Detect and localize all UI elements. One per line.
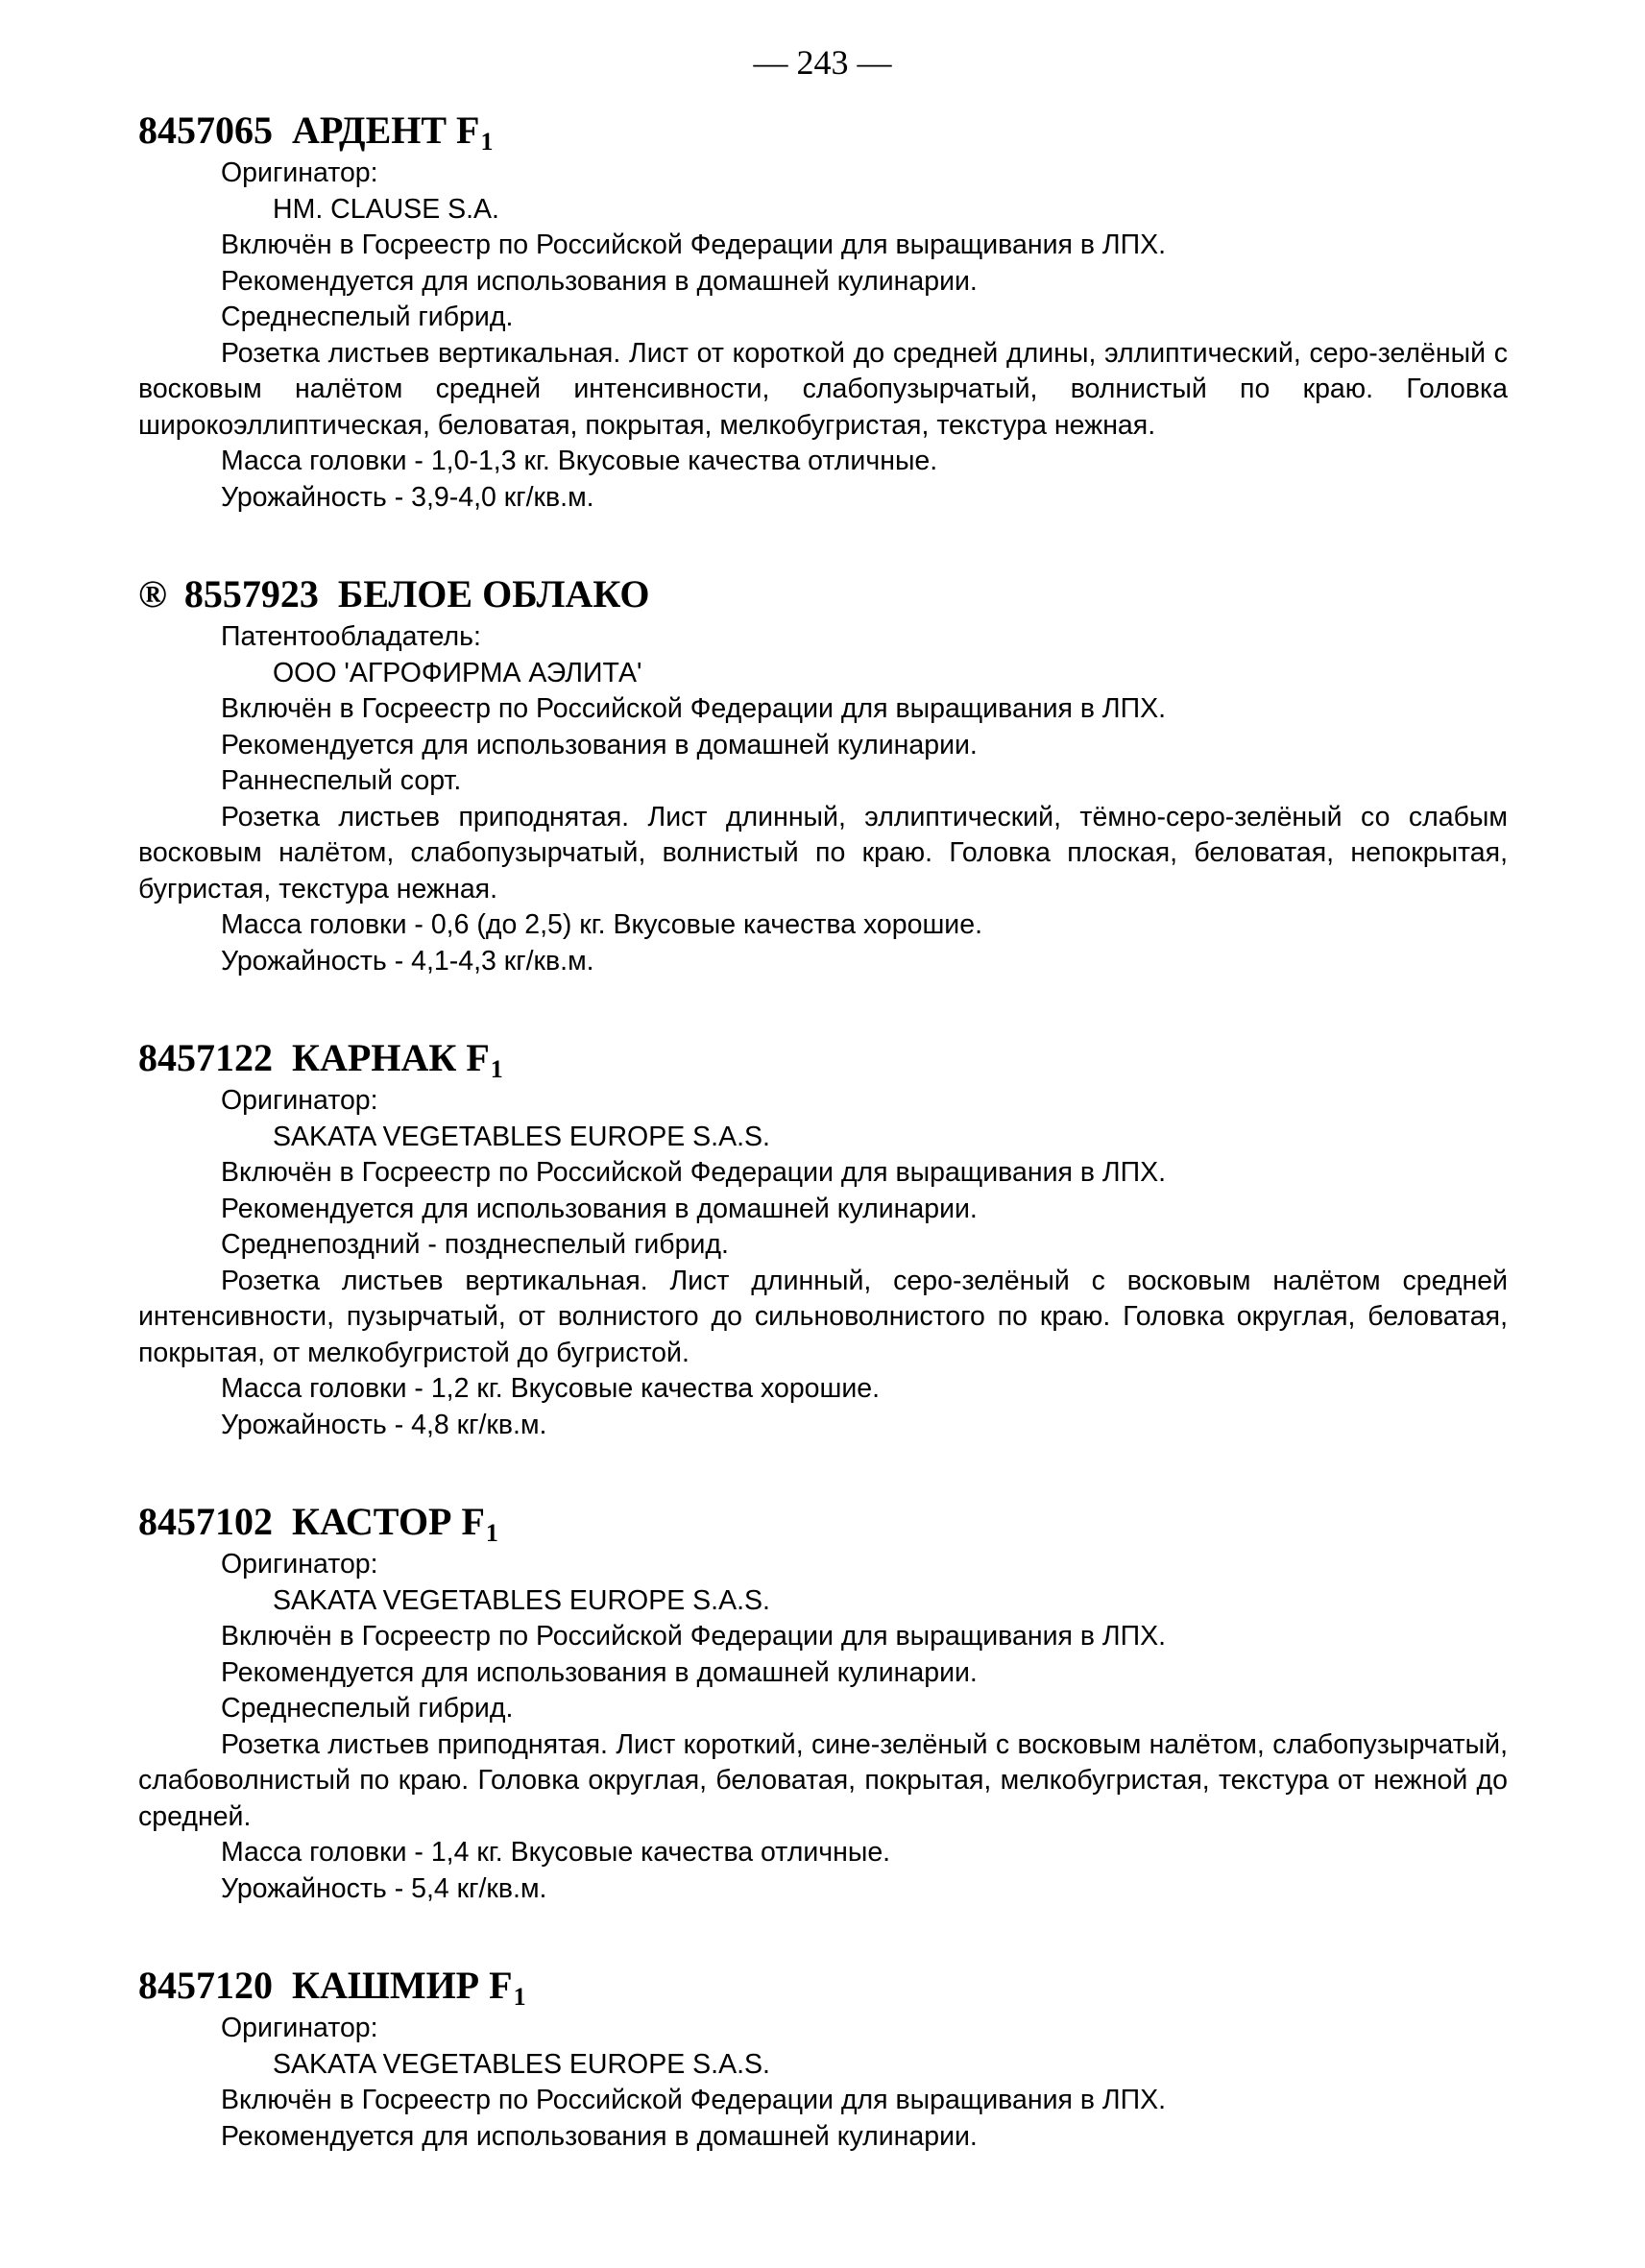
variety-entry bbox=[138, 1497, 1508, 1907]
yield: Урожайность - 3,9-4,0 кг/кв.м. bbox=[221, 481, 594, 513]
variety-name: КАРНАК F bbox=[292, 1036, 490, 1079]
registry-note: Включён в Госреестр по Российской Федерации для выращивания в ЛПХ. bbox=[221, 229, 1167, 260]
usage-note: Рекомендуется для использования в домашней кулинарии. bbox=[221, 1656, 978, 1688]
variety-title bbox=[138, 1961, 1508, 2011]
holder-label: Оригинатор: bbox=[221, 1085, 378, 1116]
variety-entry bbox=[138, 569, 1508, 979]
ripeness-note: Среднеспелый гибрид. bbox=[221, 1693, 514, 1724]
ripeness-note: Среднеспелый гибрид. bbox=[221, 302, 514, 332]
yield: Урожайность - 4,1-4,3 кг/кв.м. bbox=[221, 945, 594, 977]
description: Розетка листьев приподнятая. Лист короткий, сине-зелёный с восковым налётом, слабопузырчатый, слабоволнистый по краю. Головка округлая, беловатая, покрытая, мелкобугристая, текстура от нежной до средней. bbox=[138, 1728, 1508, 1832]
usage-note: Рекомендуется для использования в домашней кулинарии. bbox=[221, 2120, 978, 2152]
variety-number: 8457122 bbox=[138, 1036, 273, 1079]
variety-entry bbox=[138, 1961, 1508, 2155]
page-number: — 243 — bbox=[753, 43, 892, 82]
variety-list bbox=[138, 106, 1508, 2208]
usage-note: Рекомендуется для использования в домашней кулинарии. bbox=[221, 1193, 978, 1224]
variety-entry bbox=[138, 106, 1508, 516]
registry-note: Включён в Госреестр по Российской Федерации для выращивания в ЛПХ. bbox=[221, 693, 1167, 724]
holder-label: Оригинатор: bbox=[221, 1549, 378, 1580]
variety-title bbox=[138, 106, 1508, 156]
variety-subscript: 1 bbox=[490, 1055, 503, 1083]
yield: Урожайность - 4,8 кг/кв.м. bbox=[221, 1409, 547, 1440]
variety-name: БЕЛОЕ ОБЛАКО bbox=[337, 572, 650, 615]
head-mass: Масса головки - 1,0-1,3 кг. Вкусовые качества отличные. bbox=[221, 446, 938, 476]
holder-label: Оригинатор: bbox=[221, 157, 378, 188]
holder-label: Оригинатор: bbox=[221, 2013, 378, 2043]
variety-number: 8457102 bbox=[138, 1500, 273, 1543]
usage-note: Рекомендуется для использования в домашней кулинарии. bbox=[221, 265, 978, 297]
head-mass: Масса головки - 0,6 (до 2,5) кг. Вкусовые качества хорошие. bbox=[221, 909, 982, 940]
usage-note: Рекомендуется для использования в домашней кулинарии. bbox=[221, 729, 978, 760]
holder-name: SAKATA VEGETABLES EUROPE S.A.S. bbox=[273, 1121, 770, 1152]
variety-title bbox=[138, 1033, 1508, 1083]
description: Розетка листьев вертикальная. Лист от короткой до средней длины, эллиптический, серо-зелёный с восковым налётом средней интенсивности, слабопузырчатый, волнистый по краю. Головка широкоэллиптическая, беловатая, покрытая, мелкобугристая, текстура нежная. bbox=[138, 337, 1508, 441]
variety-number: 8457065 bbox=[138, 109, 273, 152]
variety-title bbox=[138, 569, 1508, 619]
ripeness-note: Раннеспелый сорт. bbox=[221, 765, 462, 796]
variety-subscript: 1 bbox=[480, 128, 494, 156]
variety-subscript: 1 bbox=[485, 1519, 498, 1547]
variety-name: КАШМИР F bbox=[292, 1964, 513, 2007]
registered-mark-icon: ® bbox=[138, 572, 167, 615]
ripeness-note: Среднепоздний - позднеспелый гибрид. bbox=[221, 1229, 729, 1260]
variety-number: 8457120 bbox=[138, 1964, 273, 2007]
head-mass: Масса головки - 1,4 кг. Вкусовые качества отличные. bbox=[221, 1837, 891, 1868]
registry-note: Включён в Госреестр по Российской Федерации для выращивания в ЛПХ. bbox=[221, 2085, 1167, 2115]
variety-name: АРДЕНТ F bbox=[292, 109, 480, 152]
variety-number: 8557923 bbox=[183, 572, 319, 615]
registry-note: Включён в Госреестр по Российской Федерации для выращивания в ЛПХ. bbox=[221, 1157, 1167, 1188]
description: Розетка листьев приподнятая. Лист длинный, эллиптический, тёмно-серо-зелёный со слабым восковым налётом, слабопузырчатый, волнистый по краю. Головка плоская, беловатая, непокрытая, бугристая, текстура нежная. bbox=[138, 801, 1508, 905]
description: Розетка листьев вертикальная. Лист длинный, серо-зелёный с восковым налётом средней интенсивности, пузырчатый, от волнистого до сильноволнистого по краю. Головка округлая, беловатая, покрытая, от мелкобугристой до бугристой. bbox=[138, 1265, 1508, 1368]
variety-name: КАСТОР F bbox=[292, 1500, 485, 1543]
yield: Урожайность - 5,4 кг/кв.м. bbox=[221, 1872, 547, 1904]
holder-name: SAKATA VEGETABLES EUROPE S.A.S. bbox=[273, 2048, 770, 2080]
head-mass: Масса головки - 1,2 кг. Вкусовые качества хорошие. bbox=[221, 1373, 881, 1404]
variety-subscript: 1 bbox=[513, 1983, 526, 2011]
holder-name: ООО 'АГРОФИРМА АЭЛИТА' bbox=[273, 657, 642, 688]
variety-title bbox=[138, 1497, 1508, 1547]
variety-entry bbox=[138, 1033, 1508, 1443]
holder-label: Патентообладатель: bbox=[221, 621, 481, 652]
registry-note: Включён в Госреестр по Российской Федерации для выращивания в ЛПХ. bbox=[221, 1621, 1167, 1652]
holder-name: SAKATA VEGETABLES EUROPE S.A.S. bbox=[273, 1584, 770, 1616]
holder-name: HM. CLAUSE S.A. bbox=[273, 193, 499, 225]
